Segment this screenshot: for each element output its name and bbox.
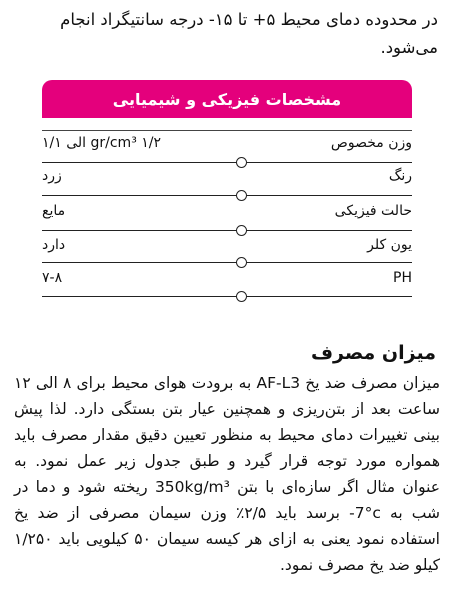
spec-value: زرد [42,168,62,184]
spec-row-chloride [42,233,412,258]
spec-label: PH [393,270,412,286]
spec-row-physical-state [42,199,412,224]
spec-row-density [42,130,412,156]
spec-value: ۷-۸ [42,270,63,286]
usage-paragraph: میزان مصرف ضد یخ AF-L3 به برودت هوای محیط برای ۸ الی ۱۲ ساعت بعد از بتن‌ریزی و همچنین عیار بتن بستگی دارد. لذا پیش بینی تغییرات دمای محیط به منظور تعیین دقیق مقدار مصرف باید همواره مورد توجه قرار گیرد و طبق جدول زیر عمل نمود. به عنوان مثال اگر سازه‌ای با بتن 350kg/m³ ریخته شود و دما در شب به ‎-7°c‎ برسد باید ۲/۵٪ وزن سیمان مصرفی از ضد یخ استفاده نمود یعنی به ازای هر کیسه سیمان ۵۰ کیلویی باید ۱/۲۵۰ کیلو ضد یخ مصرف نمود. [14,374,441,574]
row-divider [42,162,412,163]
spec-table-header: مشخصات فیزیکی و شیمیایی [42,80,412,118]
row-divider [42,195,412,196]
row-divider [42,230,412,231]
spec-label: رنگ [388,168,412,184]
spec-label: وزن مخصوص [330,135,412,151]
row-divider [42,262,412,263]
spec-value: ۱/۲ gr/cm³ الی ۱/۱ [42,135,162,151]
spec-row-color [42,164,412,189]
spec-label: یون کلر [367,237,412,253]
intro-paragraph: در محدوده دمای محیط ۵+ تا ۱۵- درجه سانتیگراد انجام می‌شود. [60,10,438,57]
spec-row-ph [42,266,412,291]
spec-value: مایع [42,203,66,219]
spec-value: دارد [42,237,66,253]
divider-node-icon [236,291,247,302]
usage-heading: میزان مصرف [310,342,436,364]
spec-label: حالت فیزیکی [334,203,412,219]
row-divider [42,296,412,297]
